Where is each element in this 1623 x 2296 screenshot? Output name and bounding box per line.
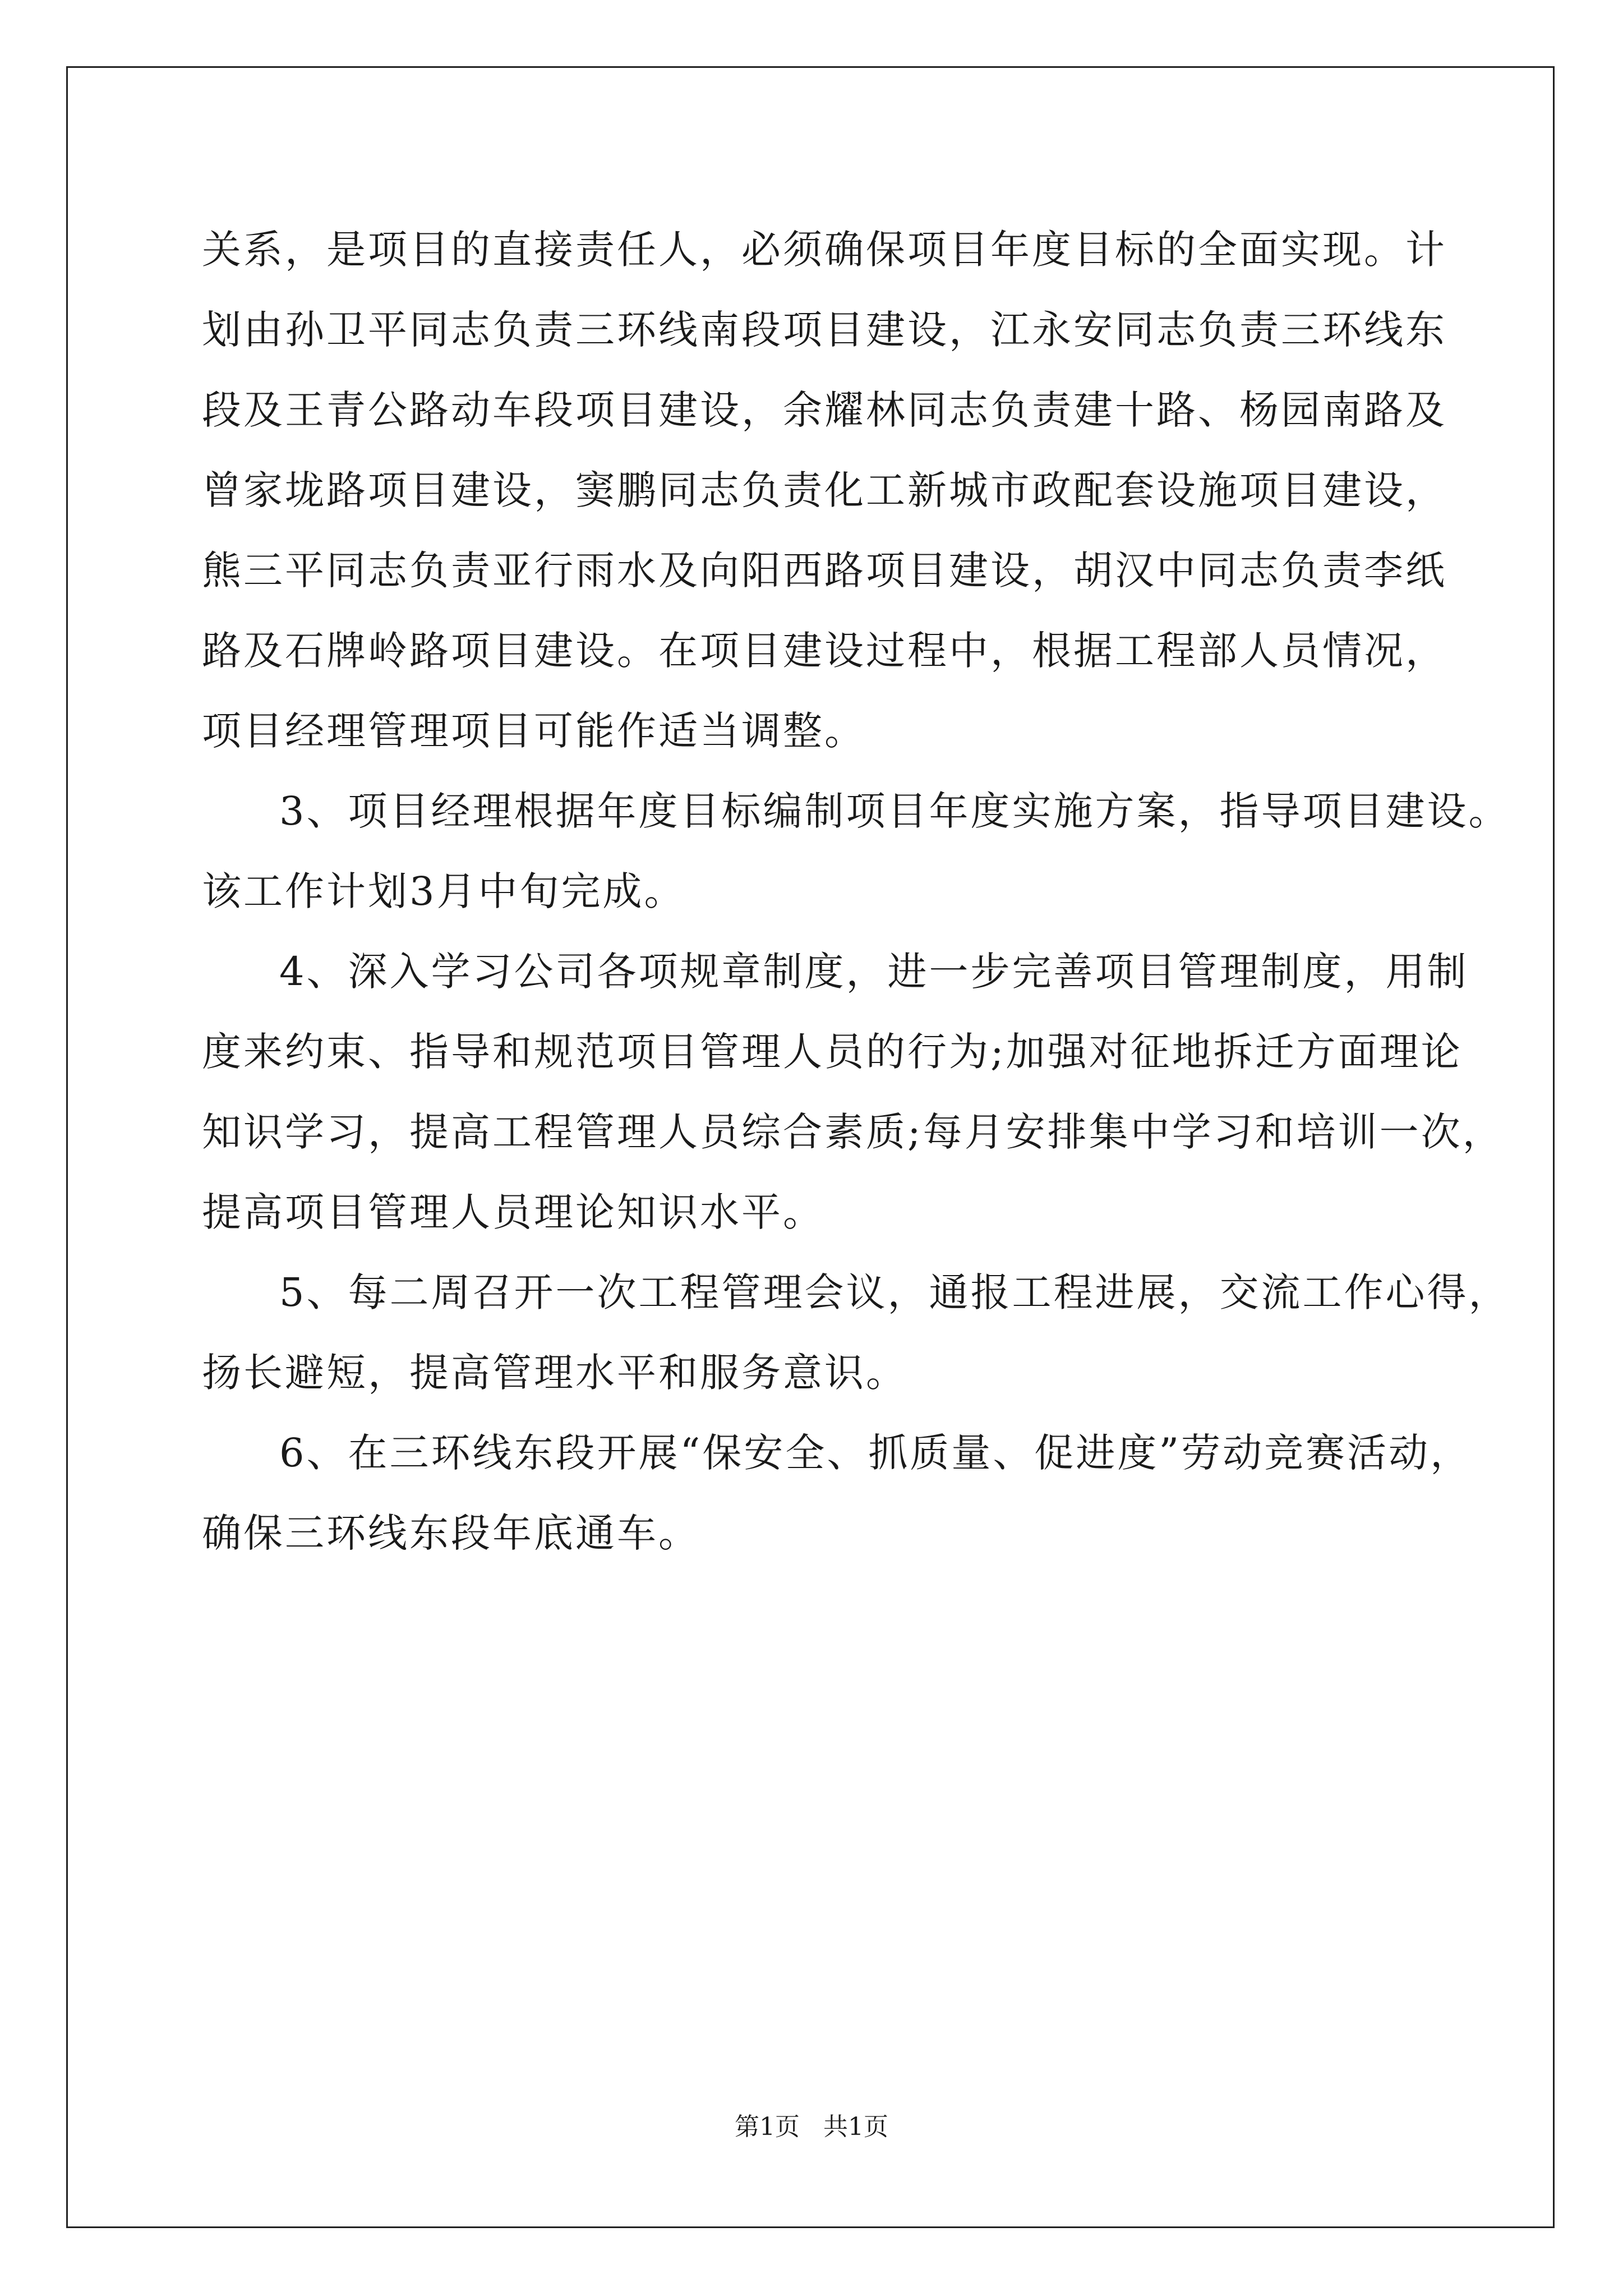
paragraph-line: 关系，是项目的直接责任人，必须确保项目年度目标的全面实现。计 bbox=[202, 227, 1447, 273]
paragraph-line: 路及石牌岭路项目建设。在项目建设过程中，根据工程部人员情况， bbox=[202, 628, 1447, 674]
paragraph-line: 曾家垅路项目建设，窦鹏同志负责化工新城市政配套设施项目建设， bbox=[202, 467, 1447, 513]
paragraph-line: 3、项目经理根据年度目标编制项目年度实施方案，指导项目建设。 bbox=[279, 788, 1510, 834]
paragraph-line: 该工作计划3月中旬完成。 bbox=[202, 868, 686, 914]
paragraph-line: 扬长避短，提高管理水平和服务意识。 bbox=[202, 1350, 907, 1396]
page-number: 第1页 共1页 bbox=[735, 2113, 888, 2141]
paragraph-line: 提高项目管理人员理论知识水平。 bbox=[202, 1189, 824, 1235]
paragraph-line: 段及王青公路动车段项目建设，余耀林同志负责建十路、杨园南路及 bbox=[202, 387, 1447, 433]
paragraph-line: 6、在三环线东段开展“保安全、抓质量、促进度”劳动竞赛活动， bbox=[279, 1430, 1472, 1476]
paragraph-line: 度来约束、指导和规范项目管理人员的行为;加强对征地拆迁方面理论 bbox=[202, 1029, 1463, 1075]
paragraph-line: 熊三平同志负责亚行雨水及向阳西路项目建设，胡汉中同志负责李纸 bbox=[202, 547, 1447, 593]
paragraph-line: 知识学习，提高工程管理人员综合素质;每月安排集中学习和培训一次， bbox=[202, 1109, 1504, 1155]
paragraph-line: 4、深入学习公司各项规章制度，进一步完善项目管理制度，用制 bbox=[279, 949, 1469, 995]
paragraph-line: 5、每二周召开一次工程管理会议，通报工程进展，交流工作心得， bbox=[279, 1269, 1510, 1315]
paragraph-line: 划由孙卫平同志负责三环线南段项目建设，江永安同志负责三环线东 bbox=[202, 307, 1447, 353]
paragraph-line: 确保三环线东段年底通车。 bbox=[202, 1510, 700, 1556]
paragraph-line: 项目经理管理项目可能作适当调整。 bbox=[202, 708, 866, 754]
